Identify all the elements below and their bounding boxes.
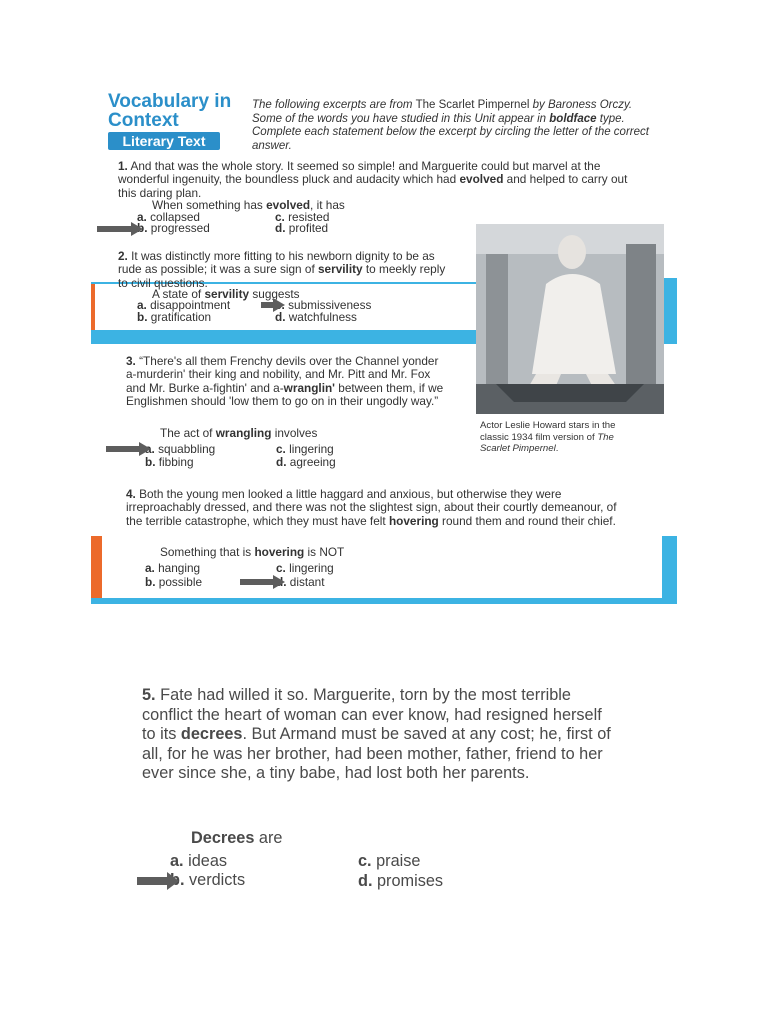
- question-1-option-b[interactable]: b. progressed: [137, 221, 210, 235]
- question-2-excerpt: 2. It was distinctly more fitting to his newborn dignity to be as rude as possible; it was a sure sign of servility to meekly reply to civil questions.: [118, 249, 446, 290]
- question-1-option-c[interactable]: c. resisted: [275, 210, 330, 224]
- question-5-option-d[interactable]: d. promises: [358, 872, 444, 890]
- instructions: The following excerpts are from The Scarlet Pimpernel by Baroness Orczy. Some of the words you have studied in this Unit appear in boldface type. Complete each statement below the excerpt by circling the letter of the correct answer.: [252, 99, 649, 152]
- frame-left-bar-lower: [91, 536, 102, 604]
- question-2-option-d[interactable]: d. watchfulness: [275, 310, 357, 324]
- question-4-excerpt: 4. Both the young men looked a little haggard and anxious, but otherwise they were irreproachably dressed, and there was not the slightest sign, about their courtly demeanour, of the terrible catastrophe, which they must have felt hovering round them and round their chief.: [126, 487, 617, 528]
- question-4-option-b[interactable]: b. possible: [145, 575, 203, 589]
- question-3-option-a[interactable]: a. squabbling: [145, 442, 216, 456]
- question-4-option-c[interactable]: c. lingering: [276, 561, 334, 575]
- frame-bottom-bar-lower: [91, 598, 677, 604]
- question-5-option-b[interactable]: b. verdicts: [170, 871, 246, 889]
- question-3-prompt: The act of wrangling involves: [160, 426, 318, 440]
- question-3-option-c[interactable]: c. lingering: [276, 442, 334, 456]
- section-title: Vocabulary in Context: [108, 91, 232, 131]
- question-4-option-d[interactable]: d. distant: [276, 575, 325, 589]
- question-1-excerpt: 1. And that was the whole story. It seemed so simple! and Marguerite could but marvel at the wonderful ingenuity, the boundless pluck and audacity which had evolved and helped to carry out this daring plan.: [118, 159, 628, 200]
- question-2-option-b[interactable]: b. gratification: [137, 310, 212, 324]
- film-still-photo: [476, 224, 664, 414]
- question-5-prompt: Decrees are: [191, 829, 283, 847]
- question-5-excerpt: 5. Fate had willed it so. Marguerite, torn by the most terrible conflict the heart of woman can ever know, had resigned herself to its decrees. But Armand must be saved at any cost; he, first of all, for he was her brother, had been mother, father, friend to her ever since she, a tiny babe, had lost both her parents.: [142, 686, 611, 783]
- photo-caption: Actor Leslie Howard stars in the classic 1934 film version of The Scarlet Pimpernel.: [480, 420, 616, 454]
- question-5-option-c[interactable]: c. praise: [358, 852, 421, 870]
- question-4-prompt: Something that is hovering is NOT: [160, 545, 345, 559]
- question-3-excerpt: 3. “There's all them Frenchy devils over the Channel yonder a-murderin' their king and nobility, and Mr. Pitt and Mr. Fox and Mr. Burke a-fightin' and a-wranglin' between them, if we Englishmen should 'low them to go on in their ungodly way.”: [126, 354, 444, 409]
- question-1-option-a[interactable]: a. collapsed: [137, 210, 200, 224]
- question-1-prompt: When something has evolved, it has: [152, 198, 345, 212]
- question-3-option-d[interactable]: d. agreeing: [276, 455, 336, 469]
- question-4-option-a[interactable]: a. hanging: [145, 561, 201, 575]
- question-2-option-a[interactable]: a. disappointment: [137, 298, 231, 312]
- literary-text-badge: Literary Text: [108, 132, 220, 150]
- question-2-prompt: A state of servility suggests: [152, 287, 300, 301]
- question-5-option-a[interactable]: a. ideas: [170, 852, 228, 870]
- question-3-option-b[interactable]: b. fibbing: [145, 455, 194, 469]
- frame-right-bar-lower: [662, 536, 677, 604]
- question-2-option-c[interactable]: c. submissiveness: [275, 298, 372, 312]
- question-1-option-d[interactable]: d. profited: [275, 221, 329, 235]
